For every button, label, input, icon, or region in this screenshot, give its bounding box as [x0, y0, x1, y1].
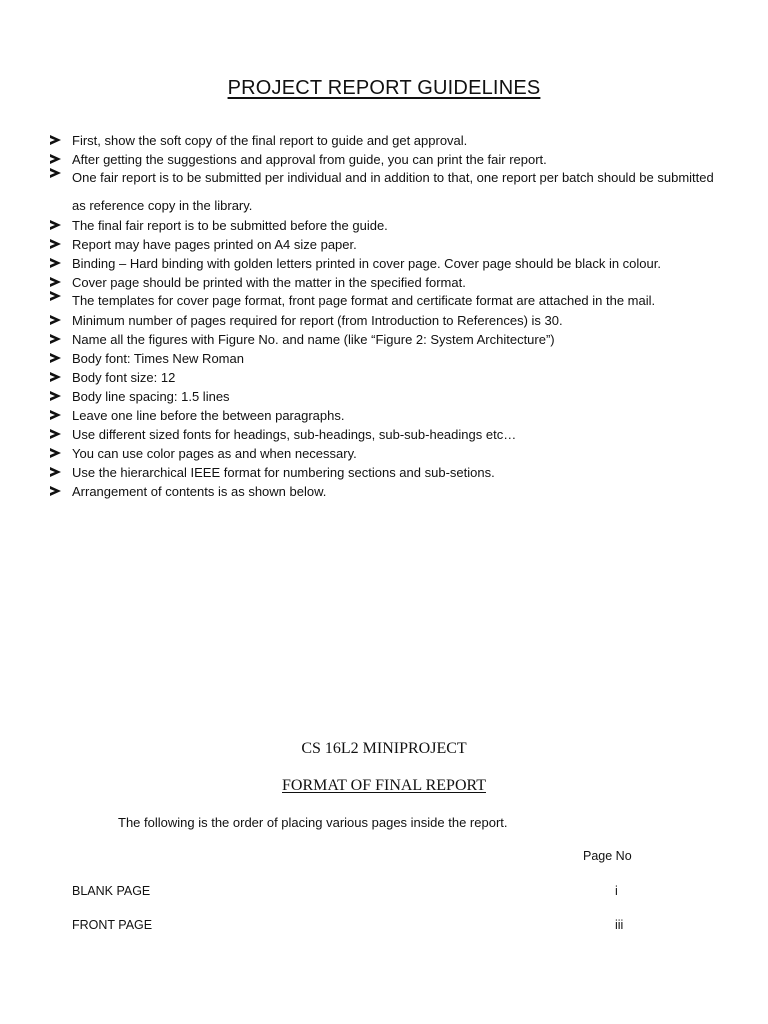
list-item-text: Arrangement of contents is as shown below. — [72, 484, 327, 499]
list-item-text: Leave one line before the between paragraphs. — [72, 408, 345, 423]
arrow-bullet-icon — [50, 168, 61, 178]
arrow-bullet-icon — [50, 391, 61, 401]
list-item-text: Binding – Hard binding with golden letters printed in cover page. Cover page should be black in colour. — [72, 256, 661, 271]
list-item-text: Body font size: 12 — [72, 370, 176, 385]
arrow-bullet-icon — [50, 220, 61, 230]
list-item-text: The templates for cover page format, front page format and certificate format are attached in the mail. — [72, 293, 656, 308]
arrow-bullet-icon — [50, 429, 61, 439]
list-item-text: Cover page should be printed with the matter in the specified format. — [72, 275, 466, 290]
arrow-bullet-icon — [50, 448, 61, 458]
toc-row-name: BLANK PAGE — [72, 884, 151, 898]
list-item — [50, 387, 730, 406]
list-item — [50, 254, 730, 273]
list-item-text: First, show the soft copy of the final report to guide and get approval. — [72, 133, 468, 148]
list-item — [50, 463, 730, 482]
list-item — [50, 131, 730, 150]
arrow-bullet-icon — [50, 135, 61, 145]
list-item — [50, 482, 730, 501]
arrow-bullet-icon — [50, 467, 61, 477]
course-title: CS 16L2 MINIPROJECT — [301, 740, 467, 757]
list-item — [50, 164, 730, 220]
arrow-bullet-icon — [50, 372, 61, 382]
list-item-text: Use the hierarchical IEEE format for numbering sections and sub-setions. — [72, 465, 495, 480]
list-item-text: Name all the figures with Figure No. and name (like “Figure 2: System Architecture”) — [72, 332, 555, 347]
list-item-text: Body line spacing: 1.5 lines — [72, 389, 230, 404]
arrow-bullet-icon — [50, 315, 61, 325]
arrow-bullet-icon — [50, 486, 61, 496]
list-item — [50, 235, 730, 254]
list-item — [50, 311, 730, 330]
list-item-text: After getting the suggestions and approval from guide, you can print the fair report. — [72, 152, 547, 167]
list-item — [50, 349, 730, 368]
arrow-bullet-icon — [50, 291, 61, 301]
arrow-bullet-icon — [50, 154, 61, 164]
list-item — [50, 444, 730, 463]
arrow-bullet-icon — [50, 353, 61, 363]
arrow-bullet-icon — [50, 258, 61, 268]
list-item-text: Minimum number of pages required for report (from Introduction to References) is 30. — [72, 313, 563, 328]
list-item — [50, 216, 730, 235]
arrow-bullet-icon — [50, 334, 61, 344]
list-item-text: Body font: Times New Roman — [72, 351, 244, 366]
arrow-bullet-icon — [50, 277, 61, 287]
toc-row-name: FRONT PAGE — [72, 918, 153, 932]
list-item-text: Use different sized fonts for headings, sub-headings, sub-sub-headings etc… — [72, 427, 517, 442]
list-item — [50, 330, 730, 349]
list-item-text: Report may have pages printed on A4 size paper. — [72, 237, 357, 252]
format-title: FORMAT OF FINAL REPORT — [282, 777, 486, 794]
list-item — [50, 368, 730, 387]
arrow-bullet-icon — [50, 410, 61, 420]
toc-row-page: iii — [615, 918, 624, 932]
page-title: PROJECT REPORT GUIDELINES — [227, 77, 541, 99]
intro-text: The following is the order of placing various pages inside the report. — [118, 815, 508, 830]
list-item — [50, 425, 730, 444]
list-item-text: The final fair report is to be submitted before the guide. — [72, 218, 388, 233]
list-item — [50, 406, 730, 425]
list-item-text: You can use color pages as and when necessary. — [72, 446, 357, 461]
list-item-text: One fair report is to be submitted per individual and in addition to that, one report per batch should be submitted as reference copy in the library. — [72, 170, 714, 213]
toc-row-page: i — [615, 884, 618, 898]
page-no-header: Page No — [583, 849, 632, 863]
guidelines-list — [50, 131, 730, 501]
arrow-bullet-icon — [50, 239, 61, 249]
